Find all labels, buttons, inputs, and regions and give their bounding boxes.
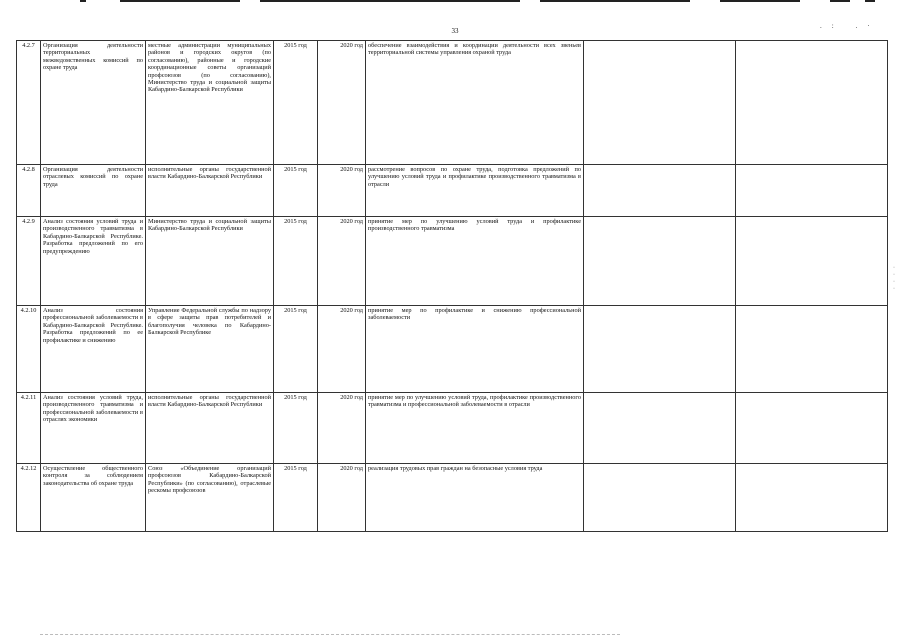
activity-name: Анализ состояния условий труда, производственного травматизма и профессиональной заболеваемости в отраслях экономики [41,393,146,464]
start-year: 2015 год [274,217,318,306]
expected-result: принятие мер по профилактике и снижению профессиональной заболеваемости [366,306,584,393]
activity-name: Анализ состояния профессиональной заболеваемости в Кабардино-Балкарской Республике. Разработка предложений по ее профилактике и снижению [41,306,146,393]
empty-cell [584,41,736,165]
table-row [17,165,888,217]
empty-cell [736,41,888,165]
activity-name: Осуществление общественного контроля за соблюдением законодательства об охране труда [41,464,146,532]
scan-top-edge-marks [60,0,880,3]
activity-name: Анализ состояния условий труда и производственного травматизма в Кабардино-Балкарской Республике. Разработка предложений по его предупреждению [41,217,146,306]
activity-executors: Министерство труда и социальной защиты Кабардино-Балкарской Республики [146,217,274,306]
scan-corner-marks: .: .· [820,22,880,30]
empty-cell [584,306,736,393]
table-row [17,217,888,306]
expected-result: рассмотрение вопросов по охране труда, подготовка предложений по улучшению условий труда и профилактике производственного травматизма в отрасли [366,165,584,217]
start-year: 2015 год [274,165,318,217]
start-year: 2015 год [274,464,318,532]
activity-executors: исполнительные органы государственной власти Кабардино-Балкарской Республики [146,165,274,217]
empty-cell [584,393,736,464]
activity-executors: Союз «Объединение организаций профсоюзов Кабардино-Балкарской Республики» (по согласованию), отраслевые рескомы профсоюзов [146,464,274,532]
empty-cell [736,464,888,532]
item-number: 4.2.12 [17,464,41,532]
table-row [17,41,888,165]
empty-cell [736,306,888,393]
start-year: 2015 год [274,41,318,165]
activity-name: Организация деятельности территориальных межведомственных комиссий по охране труда [41,41,146,165]
page-number: 33 [451,27,459,35]
table-row [17,464,888,532]
table-row [17,393,888,464]
activity-executors: местные администрации муниципальных районов и городских округов (по согласованию), районные и городские координационные советы организаций профсоюзов (по согласованию), Министерство труда и социальной защиты Кабардино-Балкарской Республики [146,41,274,165]
activity-executors: Управление Федеральной службы по надзору в сфере защиты прав потребителей и благополучия человека по Кабардино-Балкарской Республике [146,306,274,393]
empty-cell [584,464,736,532]
program-activities-table [16,40,888,532]
expected-result: обеспечение взаимодействия и координации деятельности всех звеньев территориальной системы управления охраной труда [366,41,584,165]
empty-cell [736,217,888,306]
table-row [17,306,888,393]
empty-cell [736,165,888,217]
item-number: 4.2.10 [17,306,41,393]
item-number: 4.2.9 [17,217,41,306]
item-number: 4.2.7 [17,41,41,165]
scan-bottom-edge-line [40,634,620,636]
activity-name: Организация деятельности отраслевых комиссий по охране труда [41,165,146,217]
end-year: 2020 год [318,41,366,165]
start-year: 2015 год [274,393,318,464]
end-year: 2020 год [318,217,366,306]
item-number: 4.2.8 [17,165,41,217]
expected-result: принятие мер по улучшению условий труда, профилактике производственного травматизма и профессиональной заболеваемости в отрасли [366,393,584,464]
end-year: 2020 год [318,306,366,393]
empty-cell [736,393,888,464]
scan-side-marks: · · · · [893,265,895,292]
item-number: 4.2.11 [17,393,41,464]
expected-result: принятие мер по улучшению условий труда и профилактике производственного травматизма [366,217,584,306]
start-year: 2015 год [274,306,318,393]
empty-cell [584,217,736,306]
activity-executors: исполнительные органы государственной власти Кабардино-Балкарской Республики [146,393,274,464]
end-year: 2020 год [318,464,366,532]
end-year: 2020 год [318,393,366,464]
empty-cell [584,165,736,217]
expected-result: реализация трудовых прав граждан на безопасные условия труда [366,464,584,532]
end-year: 2020 год [318,165,366,217]
